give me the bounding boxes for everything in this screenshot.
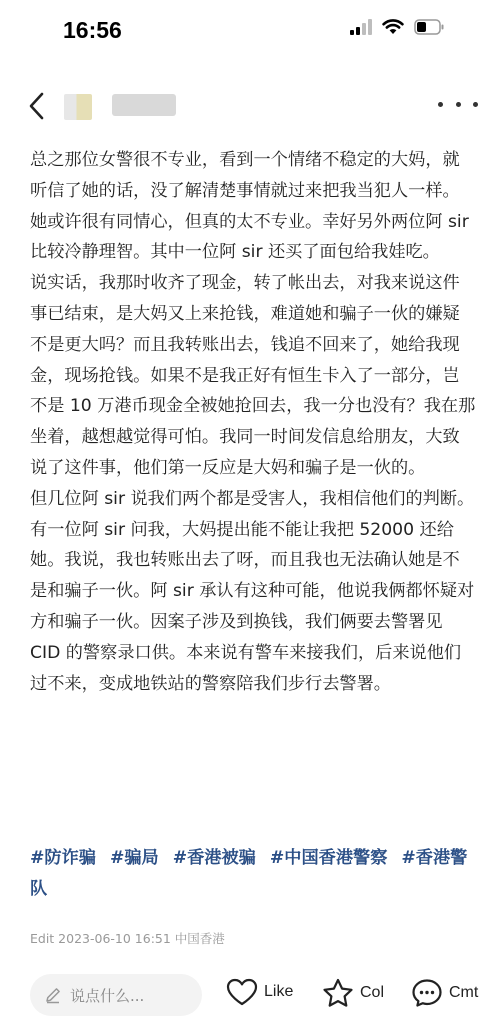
- edit-timestamp: Edit 2023-06-10 16:51 中国香港: [30, 931, 225, 946]
- comment-label: Cmt: [449, 984, 479, 1001]
- hashtag-link[interactable]: #香港警队: [30, 848, 468, 899]
- star-icon: [322, 978, 354, 1008]
- comment-placeholder: 说点什么...: [70, 986, 145, 1005]
- more-dot-icon: [438, 102, 443, 107]
- battery-icon: [414, 19, 444, 35]
- author-avatar[interactable]: [64, 94, 92, 120]
- like-label: Like: [264, 983, 294, 1000]
- more-dot-icon: [473, 102, 478, 107]
- more-options-button[interactable]: [438, 92, 478, 116]
- collect-label: Col: [360, 984, 385, 1001]
- nav-bar: [0, 80, 504, 130]
- comment-bubble-icon: [411, 978, 443, 1008]
- hashtag-link[interactable]: #中国香港警察: [269, 848, 388, 868]
- hashtag-link[interactable]: #防诈骗: [30, 848, 96, 868]
- post-paragraph: 总之那位女警很不专业，看到一个情绪不稳定的大妈，就听信了她的话，没了解清楚事情就过来把我当犯人一样。她或许很有同情心，但真的太不专业。幸好另外两位阿 sir 比较冷静理智。其中一位阿 sir 还买了面包给我娃吃。: [30, 150, 469, 263]
- hashtag-link[interactable]: #骗局: [109, 848, 159, 868]
- cellular-signal-icon: [350, 19, 372, 35]
- comment-button[interactable]: [411, 978, 478, 1008]
- hashtag-link[interactable]: #香港被骗: [172, 848, 256, 868]
- post-paragraph: 但几位阿 sir 说我们两个都是受害人，我相信他们的判断。有一位阿 sir 问我，大妈提出能不能让我把 52000 还给她。我说，我也转账出去了呀，而且我也无法确认她是不是和骗子一伙。阿 sir 承认有这种可能，他说我俩都怀疑对方和骗子一伙。因案子涉及到换钱，我们俩要去警署见 CID 的警察录口供。本来说有警车来接我们，后来说他们过不来，变成地铁站的警察陪我们步行去警署。: [30, 488, 475, 694]
- post-content: [30, 145, 476, 699]
- wifi-icon: [382, 18, 404, 35]
- status-time: 16:56: [63, 17, 122, 43]
- pencil-icon: [44, 986, 62, 1004]
- comment-input[interactable]: [30, 974, 202, 1016]
- collect-button[interactable]: [322, 978, 384, 1008]
- chevron-left-icon: [28, 92, 44, 120]
- status-bar: [0, 0, 504, 62]
- back-button[interactable]: [20, 88, 52, 124]
- more-dot-icon: [456, 102, 461, 107]
- status-icons: [350, 18, 444, 35]
- heart-icon: [226, 978, 258, 1006]
- bottom-action-bar: [0, 965, 504, 1018]
- post-paragraph: 说实话，我那时收齐了现金，转了帐出去，对我来说这件事已结束，是大妈又上来抢钱，难道她和骗子一伙的嫌疑不是更大吗？而且我转账出去，钱追不回来了，她给我现金，现场抢钱。如果不是我正好有恒生卡入了一部分，岂不是 10 万港币现金全被她抢回去，我一分也没有？我在那坐着，越想越觉得可怕。我同一时间发信息给朋友，大致说了这件事，他们第一反应是大妈和骗子是一伙的。: [30, 273, 476, 478]
- like-button[interactable]: [226, 978, 293, 1006]
- post-tags: [30, 843, 476, 905]
- author-name[interactable]: [112, 94, 176, 116]
